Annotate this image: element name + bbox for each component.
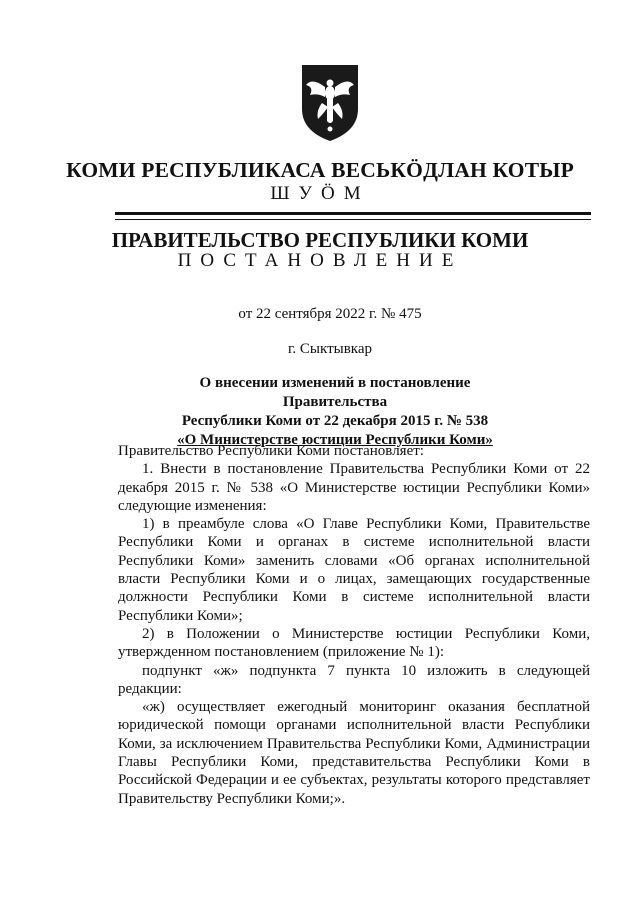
- body-paragraph: «ж) осуществляет ежегодный мониторинг оказания бесплатной юридической помощи органами исполнительной власти Республики Коми, за исключением Правительства Республики Коми, Администрации Главы Республики Коми, представительства Республики Коми в Российской Федерации и ее субъектах, результаты которого представляет Правительству Республики Коми;».: [118, 699, 590, 807]
- header-russian-subtitle: ПОСТАНОВЛЕНИЕ: [177, 250, 463, 271]
- body-paragraph: Правительство Республики Коми постановляет:: [118, 443, 424, 459]
- body-paragraph: подпункт «ж» подпункта 7 пункта 10 изложить в следующей редакции:: [118, 662, 590, 697]
- title-line: О внесении изменений в постановление Правительства: [199, 375, 471, 410]
- document-date: от 22 сентября 2022 г. № 475: [238, 306, 422, 322]
- header-divider-thick: [115, 212, 591, 215]
- title-line: «О Министерстве юстиции Республики Коми»: [177, 432, 493, 448]
- header-komi-title: КОМИ РЕСПУБЛИКАСА ВЕСЬКӦДЛАН КОТЫР: [66, 158, 574, 182]
- header-komi-subtitle: ШУӦМ: [270, 183, 370, 204]
- document-city: г. Сыктывкар: [287, 341, 373, 357]
- document-body: [118, 442, 590, 808]
- body-paragraph: 1) в преамбуле слова «О Главе Республики Коми, Правительстве Республики Коми и органах в системе исполнительной власти Республики Коми» заменить словами «Об органах исполнительной власти Республики Коми и о лицах, замещающих государственные должности Республики Коми в системе исполнительной власти Республики Коми»;: [118, 516, 590, 624]
- header-russian-title: ПРАВИТЕЛЬСТВО РЕСПУБЛИКИ КОМИ: [111, 228, 529, 252]
- header-divider-thin: [115, 219, 591, 220]
- body-paragraph: 2) в Положении о Министерстве юстиции Республики Коми, утвержденном постановлением (приложение № 1):: [118, 625, 590, 661]
- coat-of-arms-emblem: [298, 63, 362, 143]
- title-line: Республики Коми от 22 декабря 2015 г. № 538: [181, 413, 489, 429]
- body-paragraph: 1. Внести в постановление Правительства Республики Коми от 22 декабря 2015 г. № 538 «О Министерстве юстиции Республики Коми» следующие изменения:: [118, 461, 590, 514]
- document-title: [150, 374, 520, 450]
